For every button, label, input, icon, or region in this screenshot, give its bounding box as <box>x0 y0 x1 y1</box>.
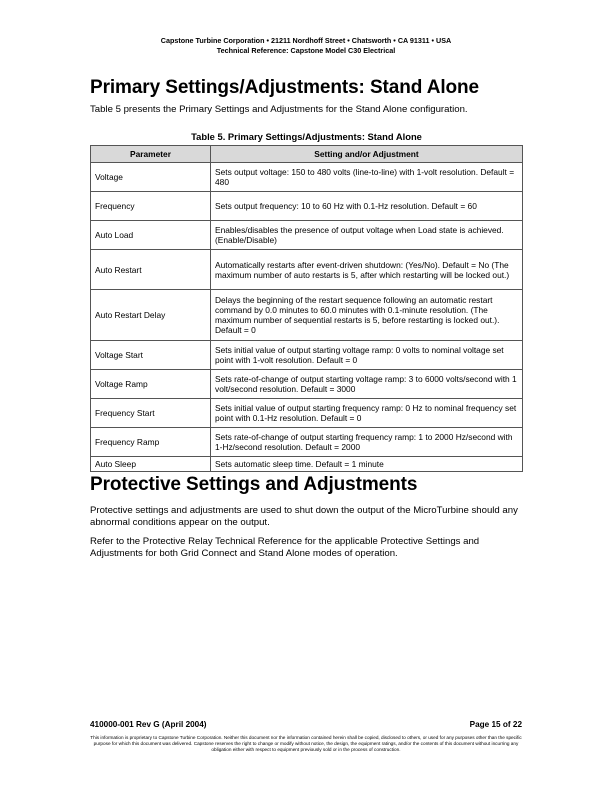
settings-table <box>90 145 523 472</box>
footer-disclaimer: This information is proprietary to Capstone Turbine Corporation. Neither this document nor the information contained herein shall be copied, disclosed to others, or used for any purposes other than the specific purpose for which this document was delivered. Capstone reserves the right to change or modify without notice, the design, the equipment ratings, and/or the contents of this document without incurring any obligation either with respect to equipment previously sold or in the process of construction. <box>90 735 522 753</box>
setting-cell: Enables/disables the presence of output voltage when Load state is achieved. (Enable/Disable) <box>211 221 523 250</box>
table-row <box>91 163 523 192</box>
table-row <box>91 250 523 290</box>
section-title-protective-settings: Protective Settings and Adjustments <box>90 474 418 495</box>
parameter-cell: Frequency <box>91 192 211 221</box>
table-row <box>91 192 523 221</box>
setting-cell: Automatically restarts after event-driven shutdown: (Yes/No). Default = No (The maximum number of auto restarts is 5, after which restarting will be locked out.) <box>211 250 523 290</box>
header-address: Capstone Turbine Corporation • 21211 Nordhoff Street • Chatsworth • CA 91311 • USA <box>160 36 452 45</box>
setting-cell: Sets rate-of-change of output starting frequency ramp: 1 to 2000 Hz/second with 1-Hz/second resolution. Default = 2000 <box>211 428 523 457</box>
parameter-cell: Auto Sleep <box>91 457 211 472</box>
parameter-cell: Auto Restart <box>91 250 211 290</box>
parameter-cell: Frequency Start <box>91 399 211 428</box>
table-row <box>91 428 523 457</box>
header-doc-title: Technical Reference: Capstone Model C30 Electrical <box>216 46 396 55</box>
table-row <box>91 341 523 370</box>
setting-cell: Sets output frequency: 10 to 60 Hz with 0.1-Hz resolution. Default = 60 <box>211 192 523 221</box>
footer-page-number: Page 15 of 22 <box>469 720 522 729</box>
table-row <box>91 457 523 472</box>
table-row <box>91 370 523 399</box>
setting-cell: Sets rate-of-change of output starting voltage ramp: 3 to 6000 volts/second with 1 volt/second resolution. Default = 3000 <box>211 370 523 399</box>
protective-paragraph-2: Refer to the Protective Relay Technical Reference for the applicable Protective Settings and Adjustments for both Grid Connect and Stand Alone modes of operation. <box>90 536 480 559</box>
parameter-cell: Frequency Ramp <box>91 428 211 457</box>
section-title-primary-settings: Primary Settings/Adjustments: Stand Alone <box>90 77 479 98</box>
table-row <box>91 399 523 428</box>
footer-doc-id: 410000-001 Rev G (April 2004) <box>90 720 207 729</box>
setting-cell: Sets automatic sleep time. Default = 1 minute <box>211 457 523 472</box>
setting-cell: Delays the beginning of the restart sequence following an automatic restart command by 0.0 minutes to 60.0 minutes with 0.1-minute resolution. (The maximum number of sequential restarts is 5, before restarting is locked out.). Default = 0 <box>211 290 523 341</box>
parameter-cell: Voltage Start <box>91 341 211 370</box>
table-row <box>91 221 523 250</box>
setting-cell: Sets initial value of output starting frequency ramp: 0 Hz to nominal frequency set point with 0.1-Hz resolution. Default = 0 <box>211 399 523 428</box>
table-header-row <box>91 146 523 163</box>
column-header-parameter: Parameter <box>91 146 211 163</box>
table-row <box>91 290 523 341</box>
parameter-cell: Voltage <box>91 163 211 192</box>
parameter-cell: Auto Restart Delay <box>91 290 211 341</box>
table-caption: Table 5. Primary Settings/Adjustments: Stand Alone <box>191 131 422 142</box>
column-header-setting: Setting and/or Adjustment <box>211 146 523 163</box>
page-header <box>0 36 612 56</box>
setting-cell: Sets initial value of output starting voltage ramp: 0 volts to nominal voltage set point with 1-volt resolution. Default = 0 <box>211 341 523 370</box>
parameter-cell: Voltage Ramp <box>91 370 211 399</box>
parameter-cell: Auto Load <box>91 221 211 250</box>
setting-cell: Sets output voltage: 150 to 480 volts (line-to-line) with 1-volt resolution. Default = 480 <box>211 163 523 192</box>
section-intro: Table 5 presents the Primary Settings and Adjustments for the Stand Alone configuration. <box>90 104 468 115</box>
protective-paragraph-1: Protective settings and adjustments are used to shut down the output of the MicroTurbine should any abnormal conditions appear on the output. <box>90 505 518 528</box>
